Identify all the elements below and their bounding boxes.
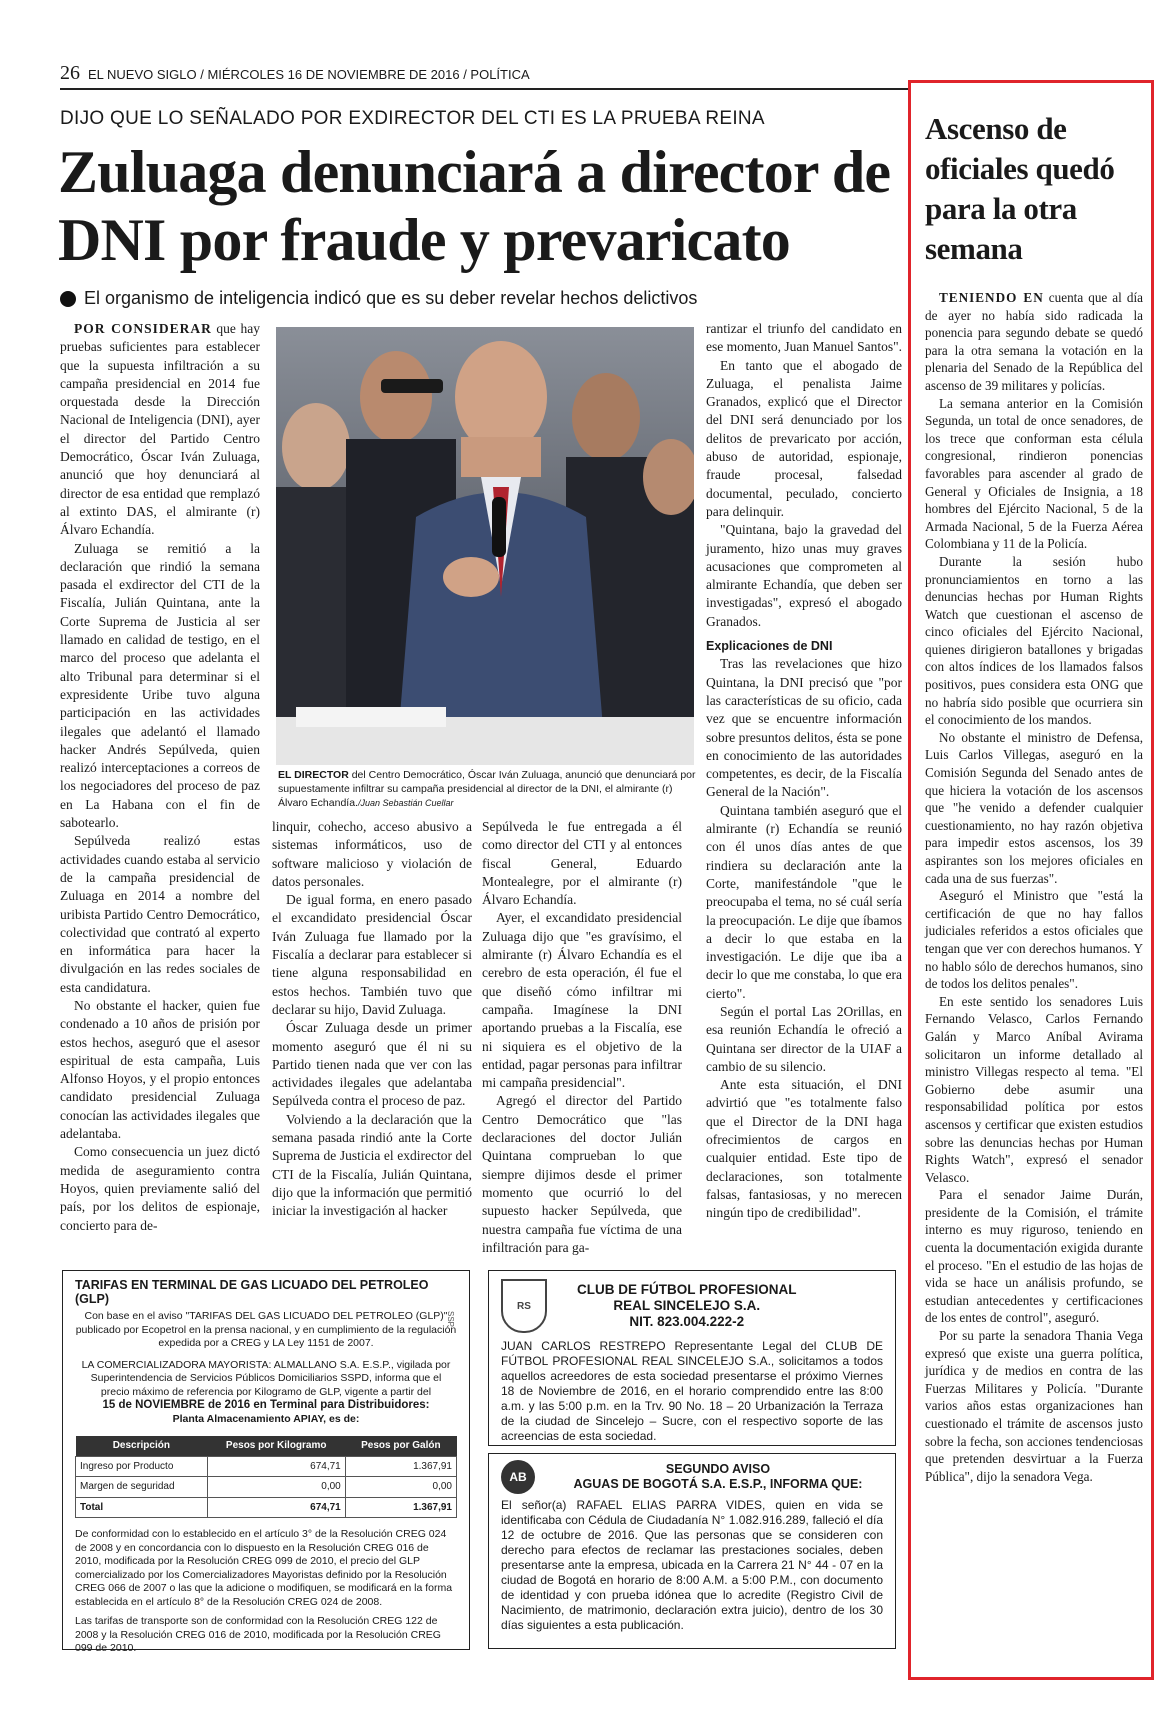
title-line: NIT. 823.004.222-2 (629, 1314, 745, 1329)
aguas-notice (488, 1453, 896, 1649)
article-column-2 (272, 818, 472, 1221)
article-paragraph: Según el portal Las 2Orillas, en esa reunión Echandía le ofreció a Quintana ser director de la UIAF a cambio de su silencio. (706, 1003, 902, 1074)
paragraph-text: que hay pruebas suficientes para establecer que la supuesta infiltración a su campaña presidencial en 2014 fue orquestada desde la Dirección Nacional de Inteligencia (DNI), ayer el director del Partido Centro Democrático, Óscar Iván Zuluaga, anunció que hoy denunciará al director de esa entidad que remplazó al extinto DAS, el almirante (r) Álvaro Echandía. (60, 321, 260, 538)
article-column-3 (482, 818, 682, 1257)
article-paragraph: En tanto que el abogado de Zuluaga, el penalista Jaime Granados, explicó que el Director del DNI será denunciado por los delitos de prevaricato por acción, abuso de autoridad, espionaje, fraude procesal, falsedad documental, peculado, concierto para delinquir. (706, 357, 902, 519)
caption-text: del Centro Democrático, Óscar Iván Zuluaga, anunció que denunciará por supuestamente infiltrar su campaña presidencial al director de la DNI, el almirante (r) Álvaro Echandía. (278, 769, 696, 809)
table-header: Pesos por Galón (345, 1436, 456, 1456)
notice-title: TARIFAS EN TERMINAL DE GAS LICUADO DEL PETROLEO (GLP) (75, 1278, 429, 1306)
table-header: Descripción (76, 1436, 208, 1456)
sidebar-paragraph: La semana anterior en la Comisión Segunda, un total de once senadores, de los trece que conforman esta célula congresional, rindieron ponencias favorables para ascender al grado de General y Oficiales de Insignia, a 18 hombres del Ejército Nacional, 5 de la Armada Nacional, 5 de la Fuerza Aérea Colombiana y 11 de la Policía. (925, 395, 1143, 552)
table-header-row (76, 1436, 457, 1456)
table-row (76, 1477, 457, 1498)
table-cell: 674,71 (207, 1497, 345, 1518)
ssp-seal: SSP (446, 1311, 455, 1328)
paragraph-text: cuenta que al día de ayer no había sido radicada la ponencia para segundo debate se quedó para la otra semana la votación en la plenaria del Senado de la República del ascenso de 39 militares y policías. (925, 290, 1143, 393)
article-deck (60, 288, 697, 309)
lead-in: POR CONSIDERAR (74, 321, 212, 336)
sidebar-paragraph: En este sentido los senadores Luis Fernando Velasco, Carlos Fernando Galán y Marco Aníbal Avirama solicitaron un informe detallado al ministro Villegas respecto al tema. "El Gobierno debe asumir una responsabilidad política por estos ascensos y certificar que existen estudios sobre las denuncias hechas por Human Rights Watch", expresó el senador Velasco. (925, 993, 1143, 1185)
sidebar-paragraph: Para el senador Jaime Durán, presidente de la Comisión, el trámite interno es muy riguroso, teniendo en cuenta la documentación exigida durante el proceso. "En el estudio de las hojas de vida se hace un análisis profundo, se estudian antecedentes y certificaciones de los entes de control", aseguró. (925, 1187, 1143, 1326)
table-cell: 674,71 (207, 1456, 345, 1477)
article-paragraph: Quintana también aseguró que el almirante (r) Echandía se reunió con él unos días antes de que rindiera su declaración ante la Corte, manifestándole "que le preocupaba el tema, no sé cuál sería la preocupación. Le dije que íbamos a decir lo que estaba en la investigación. Le dije que iba a decir lo que me constaba, lo que era cierto". (706, 802, 902, 1001)
club-shield-icon: RS (501, 1279, 547, 1333)
table-cell: 1.367,91 (345, 1456, 456, 1477)
page-number: 26 (60, 62, 80, 84)
table-cell: 1.367,91 (345, 1497, 456, 1518)
title-line: CLUB DE FÚTBOL PROFESIONAL (577, 1282, 797, 1297)
photo-illustration (276, 327, 694, 765)
article-paragraph: Ayer, el excandidato presidencial Zuluaga dijo que "es gravísimo, el almirante (r) Álvaro Echandía es el cerebro de esta operación, él fue el que diseñó cómo infiltrar mi campaña. Imagínese la DNI aportando pruebas a la Fiscalía, ese ni siquiera es el objetivo de la entidad, pagar personas para infiltrar mi campaña presidencial". (482, 910, 682, 1091)
article-kicker: DIJO QUE LO SEÑALADO POR EXDIRECTOR DEL CTI ES LA PRUEBA REINA (60, 108, 765, 129)
article-paragraph: "Quintana, bajo la gravedad del juramento, hizo unas muy graves acusaciones que comprometen al almirante Echandía, que deben ser investigadas", expresó el abogado Granados. (706, 522, 902, 629)
photo-caption (278, 768, 698, 810)
article-paragraph: Tras las revelaciones que hizo Quintana, la DNI precisó que "por las características de su oficio, cada vez que se encuentre información sobre presuntos delitos, ésta se pone en conocimiento de las autoridades competentes, es decir, de la Fiscalía General de la Nación". (706, 656, 902, 800)
caption-lead: EL DIRECTOR (278, 769, 349, 781)
table-row (76, 1456, 457, 1477)
sidebar-paragraph: Aseguró el Ministro que "está la certificación de que no hay fallos judiciales referidos a estos oficiales que tengan que ver con derechos humanos. Y no hablo sólo de derechos humanos, sino de todos los delitos penales". (925, 888, 1143, 992)
article-subhead: Explicaciones de DNI (706, 639, 833, 654)
sidebar-paragraph: Por su parte la senadora Thania Vega expresó que existe una guerra política, jurídica y de medios en contra de las Fuerzas Militares y Policía. "Durante varios años estas organizaciones han cuestionado el trámite de ascensos justo sobre la fecha, son acciones tendenciosas que pretenden desvirtuar a la Fuerza Pública", dijo la senadora Vega. (925, 1328, 1143, 1484)
title-line: SEGUNDO AVISO (665, 1462, 771, 1476)
article-paragraph: Sepúlveda realizó estas actividades cuando estaba al servicio de la campaña presidencial de Zuluaga en 2014 a nombre del uribista Partido Centro Democrático, colectividad que contrató al experto en informática para hacer la divulgación en las redes sociales de esta candidatura. (60, 833, 260, 995)
notice-plant: Planta Almacenamiento APIAY, es de: (172, 1412, 360, 1425)
article-paragraph: De igual forma, en enero pasado el excandidato presidencial Óscar Iván Zuluaga fue llamado por la Fiscalía a declarar para establecer si tiene alguna responsabilidad en estos hechos. También tuvo que declarar su hijo, David Zuluaga. (272, 892, 472, 1017)
article-paragraph: rantizar el triunfo del candidato en ese momento, Juan Manuel Santos". (706, 321, 902, 355)
article-paragraph: Volviendo a la declaración que la semana pasada rindió ante la Corte Suprema de Justicia el exdirector del CTI de la Fiscalía, Julián Quintana, dijo que la información que permitió iniciar la investigación al hacker (272, 1111, 472, 1219)
header-rule (60, 88, 910, 90)
sidebar-body (925, 289, 1143, 1485)
article-paragraph: Óscar Zuluaga desde un primer momento aseguró que él ni su Partido tienen nada que ver con las actividades ilegales que adelantaba Sepúlveda contra el proceso de paz. (272, 1020, 472, 1109)
glp-tariff-notice (62, 1270, 470, 1654)
sidebar-paragraph (925, 289, 1143, 395)
notice-date: 15 de NOVIEMBRE de 2016 en Terminal para Distribuidores: (102, 1399, 430, 1411)
aguas-notice-body: El señor(a) RAFAEL ELIAS PARRA VIDES, quien en vida se identificaba con Cédula de Ciudadanía N° 1.082.916.289, falleció el día 12 de octubre de 2016. Que las personas que se consideren con derecho para efectos de reclamar las prestaciones sociales, deben presentarse ante la empresa, ubicada en la Carrera 21 N° 44 - 07 en la ciudad de Bogotá en horario de 8:00 A.M. a 5:00 P.M., con documento de identidad y con prueba idónea que lo acredite (Registro Civil de Nacimiento, de matrimonio, declaración extra juicio), dentro de los 30 días siguientes a esta publicación. (501, 1498, 883, 1632)
table-cell: Ingreso por Producto (76, 1456, 208, 1477)
sidebar-story (908, 80, 1154, 1680)
club-notice-body: JUAN CARLOS RESTREPO Representante Legal del CLUB DE FÚTBOL PROFESIONAL REAL SINCELEJO S.A., solicitamos a todos aquellos acreedores de esta sociedad presentarse el próximo Viernes 18 de Noviembre de 2016, en el horario comprendido entre las 8:00 a.m. y las 5:00 p.m. en la Trv. 90 No. 18 – 20 Urbanización la Terraza de la ciudad de Sincelejo – Sucre, con el respectivo soporte de las acreencias de esta sociedad. (501, 1339, 883, 1443)
article-column-4 (706, 320, 902, 1223)
price-table (75, 1436, 457, 1518)
notice-note: De conformidad con lo establecido en el artículo 3° de la Resolución CREG 024 de 2008 y en concordancia con lo dispuesto en la Resolución CREG 016 de 2010, modificada por la Resolución CREG 099 de 2010, el precio del GLP comercializado por los Comercializadores Mayoristas definido por la Resolución CREG 066 de 2007 o las que la adicione o modifiquen, se modificará en la forma establecida en el artículo 8° de la Resolución CREG 024 de 2008. (75, 1528, 453, 1608)
aguas-notice-header (501, 1460, 883, 1494)
bullet-icon (60, 291, 76, 307)
aguas-logo-icon: AB (501, 1460, 535, 1494)
photo-credit: /Juan Sebastián Cuellar (357, 798, 454, 808)
article-paragraph: Ante esta situación, el DNI advirtió que "es totalmente falso que el Director de la DNI haga ofrecimientos de cargos en cualquier entidad. Este tipo de declaraciones, son totalmente falsas, fantasiosas, y no merecen ningún tipo de credibilidad". (706, 1077, 902, 1221)
table-cell: Margen de seguridad (76, 1477, 208, 1498)
article-paragraph: No obstante el hacker, quien fue condenado a 10 años de prisión por estos hechos, aseguró que el asesor espiritual de esta campaña, Luis Alfonso Hoyos, y el propio entonces candidato presidencial Zuluaga conocían las actividades ilegales que adelantaba. (60, 997, 260, 1142)
sidebar-paragraph: No obstante el ministro de Defensa, Luis Carlos Villegas, aseguró en la Comisión Segunda del Senado antes de que hiciera la votación de los ascensos que "he venido a defender cualquier cuestionamiento, no hay razón objetiva para impedir estos ascensos, los 39 aspirantes son los mejores oficiales en cada una de sus fuerzas". (925, 729, 1143, 886)
lead-in: TENIENDO EN (939, 290, 1044, 305)
article-column-1 (60, 320, 260, 1235)
club-notice (488, 1270, 896, 1446)
dateline: EL NUEVO SIGLO / MIÉRCOLES 16 DE NOVIEMBRE DE 2016 / POLÍTICA (88, 67, 530, 82)
table-row (76, 1497, 457, 1518)
article-paragraph: Agregó el director del Partido Centro Democrático que "las declaraciones del doctor Julián Quintana comprueban lo que siempre dijimos desde el primer momento que ocurrió lo del supuesto hacker Sepúlveda, que nuestra campaña fue víctima de una infiltración para ga- (482, 1093, 682, 1255)
sidebar-paragraph: Durante la sesión hubo pronunciamientos en torno a las denuncias hechas por Human Rights Watch que cuestionan el ascenso de cinco oficiales del Ejército Nacional, quienes dirigieron batallones y brigadas con altos índices de los llamados falsos positivos, pues considera esta ONG que no habría sido posible que ocurriera sin el conocimiento de los mandos. (925, 553, 1143, 728)
article-paragraph (60, 320, 260, 540)
article-photo (276, 327, 694, 765)
article-paragraph: linquir, cohecho, acceso abusivo a sistemas informáticos, uso de software malicioso y violación de datos personales. (272, 819, 472, 889)
notice-note: Las tarifas de transporte son de conformidad con la Resolución CREG 122 de 2008 y la Resolución CREG 016 de 2010, modificada por la Resolución CREG 099 de 2010. (75, 1615, 441, 1654)
deck-text: El organismo de inteligencia indicó que es su deber revelar hechos delictivos (84, 288, 698, 308)
sidebar-headline: Ascenso de oficiales quedó para la otra semana (925, 111, 1115, 266)
article-headline: Zuluaga denunciará a director de DNI por fraude y prevaricato (58, 139, 891, 273)
aguas-notice-title (553, 1462, 883, 1492)
table-header: Pesos por Kilogramo (207, 1436, 345, 1456)
notice-intro: Con base en el aviso "TARIFAS DEL GAS LICUADO DEL PETROLEO (GLP)" publicado por Ecopetrol en la prensa nacional, y en cumplimiento de la regulación expedida por a CREG y LA Ley 1151 de 2007. (75, 1310, 457, 1349)
title-line: REAL SINCELEJO S.A. (613, 1298, 761, 1313)
article-paragraph: Sepúlveda le fue entregada a él como director del CTI y al entonces fiscal General, Eduardo Montealegre, por el almirante (r) Álvaro Echandía. (482, 819, 682, 908)
title-line: AGUAS DE BOGOTÁ S.A. E.S.P., INFORMA QUE: (573, 1477, 863, 1491)
table-cell: Total (76, 1497, 208, 1518)
club-notice-header (501, 1279, 883, 1333)
club-notice-title (577, 1282, 797, 1330)
page-header (60, 62, 900, 85)
article-paragraph: Zuluaga se remitió a la declaración que rindió la semana pasada el exdirector del CTI de la Fiscalía, Julián Quintana, ante la Corte Suprema de Justicia al ser llamado en calidad de testigo, en el marco del proceso que adelanta el alto Tribunal para determinar si el expresidente Uribe tuvo alguna participación en las actividades ilegales que adelantó el llamado hacker Andrés Sepúlveda, quien realizó interceptaciones a correos de los negociadores del proceso de paz en La Habana con el fin de sabotearlo. (60, 540, 260, 831)
table-cell: 0,00 (345, 1477, 456, 1498)
article-paragraph: Como consecuencia un juez dictó medida de aseguramiento contra Hoyos, quien previamente salió del país, por los delitos de espionaje, concierto para de- (60, 1144, 260, 1233)
table-cell: 0,00 (207, 1477, 345, 1498)
notice-company: LA COMERCIALIZADORA MAYORISTA: ALMALLANO S.A. E.S.P., vigilada por Superintendencia de Servicios Públicos Domiciliarios SSPD, informa que el precio máximo de referencia por Kilogramo de GLP, vigente a partir del (81, 1358, 451, 1398)
